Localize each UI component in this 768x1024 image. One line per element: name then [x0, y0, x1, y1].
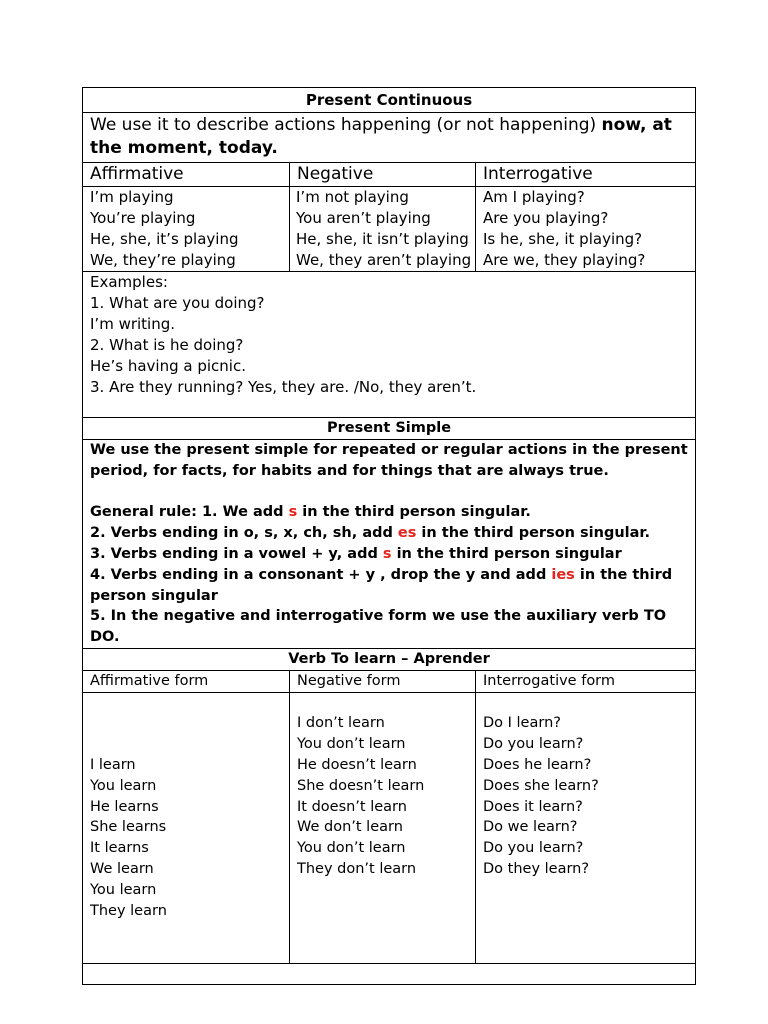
header-affirmative: Affirmative: [83, 163, 290, 187]
list-item: I learn: [90, 756, 136, 773]
present-simple-rules: [83, 440, 696, 649]
list-item: Does he learn?: [483, 756, 592, 773]
list-item: She learns: [90, 819, 167, 836]
list-item: Do I learn?: [483, 715, 561, 732]
present-continuous-title: Present Continuous: [83, 88, 696, 113]
list-item: You learn: [90, 777, 157, 794]
list-item: We learn: [90, 860, 154, 877]
spacer: [483, 693, 688, 714]
list-item: We, they’re playing: [90, 251, 236, 269]
header-negative: Negative: [290, 163, 476, 187]
verb-to-learn-title: Verb To learn – Aprender: [83, 648, 696, 670]
rule-text: in the third person singular: [90, 566, 673, 604]
list-item: You aren’t playing: [296, 209, 431, 227]
empty-row: [83, 963, 696, 984]
list-item: He doesn’t learn: [297, 756, 417, 773]
list-item: Is he, she, it playing?: [483, 230, 643, 248]
rule-highlight: ies: [551, 566, 575, 583]
list-item: Does it learn?: [483, 798, 583, 815]
rule-1: [90, 502, 688, 523]
present-simple-title: Present Simple: [83, 418, 696, 440]
list-item: I’m playing: [90, 188, 174, 206]
list-item: Do you learn?: [483, 736, 584, 753]
list-item: Are we, they playing?: [483, 251, 646, 269]
list-item: Does she learn?: [483, 777, 599, 794]
intro-text: We use it to describe actions happening (or not happening): [90, 115, 602, 135]
header-affirmative-form: Affirmative form: [83, 670, 290, 692]
example-line: 3. Are they running? Yes, they are. /No, they aren’t.: [90, 378, 477, 396]
examples-label: Examples:: [90, 273, 168, 291]
list-item: Do they learn?: [483, 860, 590, 877]
list-item: You’re playing: [90, 209, 196, 227]
spacer: [297, 693, 468, 714]
rule-5: 5. In the negative and interrogative form we use the auxiliary verb TO DO.: [90, 608, 667, 646]
examples-section: [83, 272, 696, 418]
list-item: I’m not playing: [296, 188, 409, 206]
rule-2: [90, 523, 688, 544]
list-item: He learns: [90, 798, 159, 815]
list-item: You learn: [90, 881, 157, 898]
list-item: Are you playing?: [483, 209, 609, 227]
header-negative-form: Negative form: [290, 670, 476, 692]
spacer: [90, 482, 688, 503]
list-item: I don’t learn: [297, 715, 385, 732]
list-item: You don’t learn: [297, 840, 406, 857]
list-item: Do we learn?: [483, 819, 578, 836]
affirmative-column: [83, 187, 290, 272]
rule-text: in the third person singular.: [416, 525, 651, 542]
header-interrogative: Interrogative: [476, 163, 696, 187]
rule-highlight: s: [382, 545, 392, 562]
rule-text: 2. Verbs ending in o, s, x, ch, sh, add: [90, 525, 398, 542]
list-item: You don’t learn: [297, 736, 406, 753]
list-item: It doesn’t learn: [297, 798, 407, 815]
rule-highlight: es: [397, 525, 417, 542]
learn-negative-column: [290, 692, 476, 963]
rule-text: in the third person singular.: [297, 504, 531, 521]
interrogative-column: [476, 187, 696, 272]
rule-text: in the third person singular: [391, 545, 622, 562]
list-item: It learns: [90, 840, 149, 857]
intro-emphasis: now, at the moment, today.: [90, 115, 672, 158]
rule-4: [90, 565, 688, 607]
learn-affirmative-column: [83, 692, 290, 963]
rule-text: General rule: 1. We add: [90, 504, 289, 521]
spacer: [90, 734, 282, 755]
list-item: He, she, it isn’t playing: [296, 230, 469, 248]
rule-3: [90, 544, 688, 565]
header-interrogative-form: Interrogative form: [476, 670, 696, 692]
list-item: We, they aren’t playing: [296, 251, 472, 269]
example-line: 2. What is he doing?: [90, 336, 244, 354]
grammar-table: [82, 87, 696, 985]
list-item: Am I playing?: [483, 188, 585, 206]
present-simple-intro: We use the present simple for repeated or regular actions in the present period, for facts, for habits and for things that are always true.: [90, 442, 688, 479]
list-item: They learn: [90, 902, 167, 919]
rule-text: 4. Verbs ending in a consonant + y , drop the y and add: [90, 566, 552, 583]
negative-column: [290, 187, 476, 272]
list-item: He, she, it’s playing: [90, 230, 239, 248]
example-line: 1. What are you doing?: [90, 294, 265, 312]
list-item: We don’t learn: [297, 819, 403, 836]
list-item: They don’t learn: [297, 860, 417, 877]
example-line: I’m writing.: [90, 315, 176, 333]
learn-interrogative-column: [476, 692, 696, 963]
present-continuous-intro: [83, 113, 696, 163]
rule-text: 3. Verbs ending in a vowel + y, add: [90, 545, 383, 562]
rule-highlight: s: [288, 504, 298, 521]
list-item: Do you learn?: [483, 840, 584, 857]
list-item: She doesn’t learn: [297, 777, 425, 794]
example-line: He’s having a picnic.: [90, 357, 246, 375]
